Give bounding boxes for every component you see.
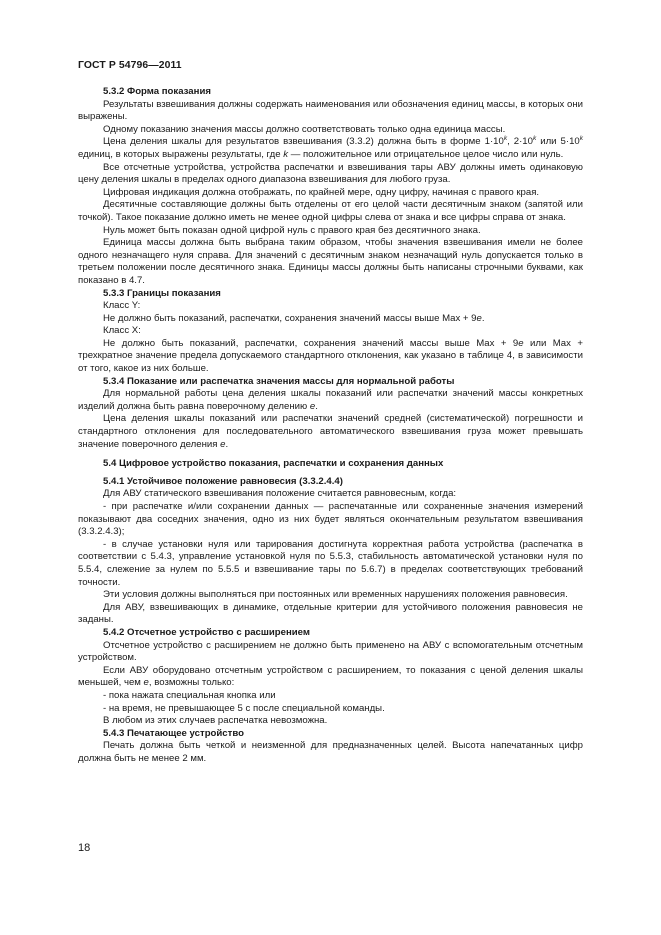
paragraph [78, 136, 583, 161]
text-run: , 2·10 [507, 136, 533, 148]
paragraph: Одному показанию значения массы должно соответствовать только одна единица массы. [103, 123, 506, 135]
paragraph: Десятичные составляющие должны быть отделены от его целой части десятичным знаком (запятой или точкой). Такое показание должно иметь не менее одной цифры слева от знака и все цифры справа от знака. [78, 199, 583, 223]
paragraph [78, 338, 583, 376]
superscript-k: k [503, 135, 508, 143]
text-run: или Max + трехкратное значение предела допускаемого стандартного отклонения, как указано в таблице 4, в зависимости от того, какое из них больше. [78, 337, 583, 375]
paragraph: Эти условия должны выполняться при постоянных или временных нарушениях положения равновесия. [103, 589, 568, 601]
section-heading-5-3-2: 5.3.2 Форма показания [103, 86, 211, 97]
text-run: . [225, 438, 229, 450]
paragraph: Единица массы должна быть выбрана таким образом, чтобы значения взвешивания имели не более одного незначащего нуля справа. Для значений с десятичным знаком незначащий нуль допускается только в третьем положении после десятичного знака. Единицы массы должны быть написаны строчными буквами, как показано в 4.7. [78, 237, 583, 286]
section-heading-5-4: 5.4 Цифровое устройство показания, распечатки и сохранения данных [103, 458, 444, 470]
text-run: Для нормальной работы цена деления шкалы показаний или распечатки значений массы конкретных изделий должна быть равна поверочному делению [78, 388, 583, 412]
document-header: ГОСТ Р 54796—2011 [78, 60, 182, 71]
document-body [78, 86, 583, 765]
list-item: - при распечатке и/или сохранении данных — распечатанные или сохраненные значения измерений показывают два соседних значения, одно из них будет являться окончательным результатом взвешивания (3.3.2.4.3); [78, 501, 583, 538]
text-run: Не должно быть показаний, распечатки, сохранения значений массы выше Max + 9 [103, 337, 519, 349]
paragraph [78, 313, 583, 326]
page-number: 18 [78, 842, 91, 854]
section-heading-5-4-1: 5.4.1 Устойчивое положение равновесия (3.3.2.4.4) [103, 475, 343, 487]
paragraph: Цифровая индикация должна отображать, по крайней мере, одну цифру, начиная с правого края. [103, 186, 540, 198]
section-heading-5-4-3: 5.4.3 Печатающее устройство [103, 727, 244, 739]
italic-k: k [283, 148, 289, 160]
text-run: . [315, 400, 318, 412]
paragraph: Печать должна быть четкой и неизменной для предназначенных целей. Высота напечатанных цифр должна быть не менее 2 мм. [78, 740, 583, 764]
section-heading-5-4-2: 5.4.2 Отсчетное устройство с расширением [103, 626, 310, 638]
paragraph [78, 388, 583, 413]
text-run: Не должно быть показаний, распечатки, сохранения значений массы выше Max + 9 [103, 312, 477, 324]
class-y-label: Класс Y: [103, 300, 141, 312]
paragraph: В любом из этих случаев распечатка невозможна. [103, 715, 328, 727]
paragraph: Для АВУ статического взвешивания положение считается равновесным, когда: [103, 488, 457, 500]
paragraph: Результаты взвешивания должны содержать наименования или обозначения единиц массы, в которых они выражены. [78, 98, 583, 123]
text-run: Если АВУ оборудовано отсчетным устройством с расширением, то показания с ценой деления шкалы меньшей, чем [78, 664, 583, 689]
list-item: - пока нажата специальная кнопка или [103, 689, 276, 701]
superscript-k: k [579, 135, 584, 143]
text-run: Цена деления шкалы для результатов взвешивания (3.3.2) должна быть в форме 1·10 [103, 136, 504, 148]
text-run: — положительное или отрицательное целое число или нуль. [288, 148, 564, 160]
list-item: - в случае установки нуля или тарирования достигнута корректная работа устройства (распечатка в соответствии с 5.4.3, управление установкой нуля по 5.5.3, стабильность автоматической установки нуля по 5.5.4, слежение за нулем по 5.5.5 и взвешивание тары по 5.6.7) в пределах соответствующих требований точности. [78, 538, 583, 588]
paragraph: Отсчетное устройство с расширением не должно быть применено на АВУ с вспомогательным отсчетным устройством. [78, 639, 583, 664]
class-x-label: Класс X: [103, 325, 141, 337]
text-run: . [481, 312, 485, 324]
text-run: единиц, в которых выражены результаты, где [78, 148, 284, 160]
section-heading-5-3-3: 5.3.3 Границы показания [103, 287, 221, 299]
italic-e: e [309, 400, 316, 412]
text-run: , возможны только: [148, 677, 235, 689]
paragraph: Все отсчетные устройства, устройства распечатки и взвешивания тары АВУ должны иметь одинаковую цену деления шкалы в пределах одного диапазона взвешивания для любого груза. [78, 161, 583, 186]
italic-e: e [220, 438, 226, 450]
italic-e: e [518, 337, 524, 349]
paragraph [78, 413, 583, 451]
paragraph [78, 665, 583, 690]
text-run: или 5·10 [536, 136, 580, 148]
list-item: - на время, не превышающее 5 с после специальной команды. [103, 702, 385, 714]
paragraph: Нуль может быть показан одной цифрой нуль с правого края без десятичного знака. [103, 224, 481, 236]
paragraph: Для АВУ, взвешивающих в динамике, отдельные критерии для устойчивого положения равновесия не заданы. [78, 601, 583, 626]
italic-e: e [476, 312, 482, 324]
text-run: Цена деления шкалы показаний или распечатки значений средней (систематической) погрешности и стандартного отклонения для последовательного автоматического взвешивания груза может превышать значение поверочного деления [78, 413, 583, 450]
superscript-k: k [532, 135, 537, 143]
italic-e: e [143, 677, 149, 689]
section-heading-5-3-4: 5.3.4 Показание или распечатка значения массы для нормальной работы [103, 375, 455, 387]
